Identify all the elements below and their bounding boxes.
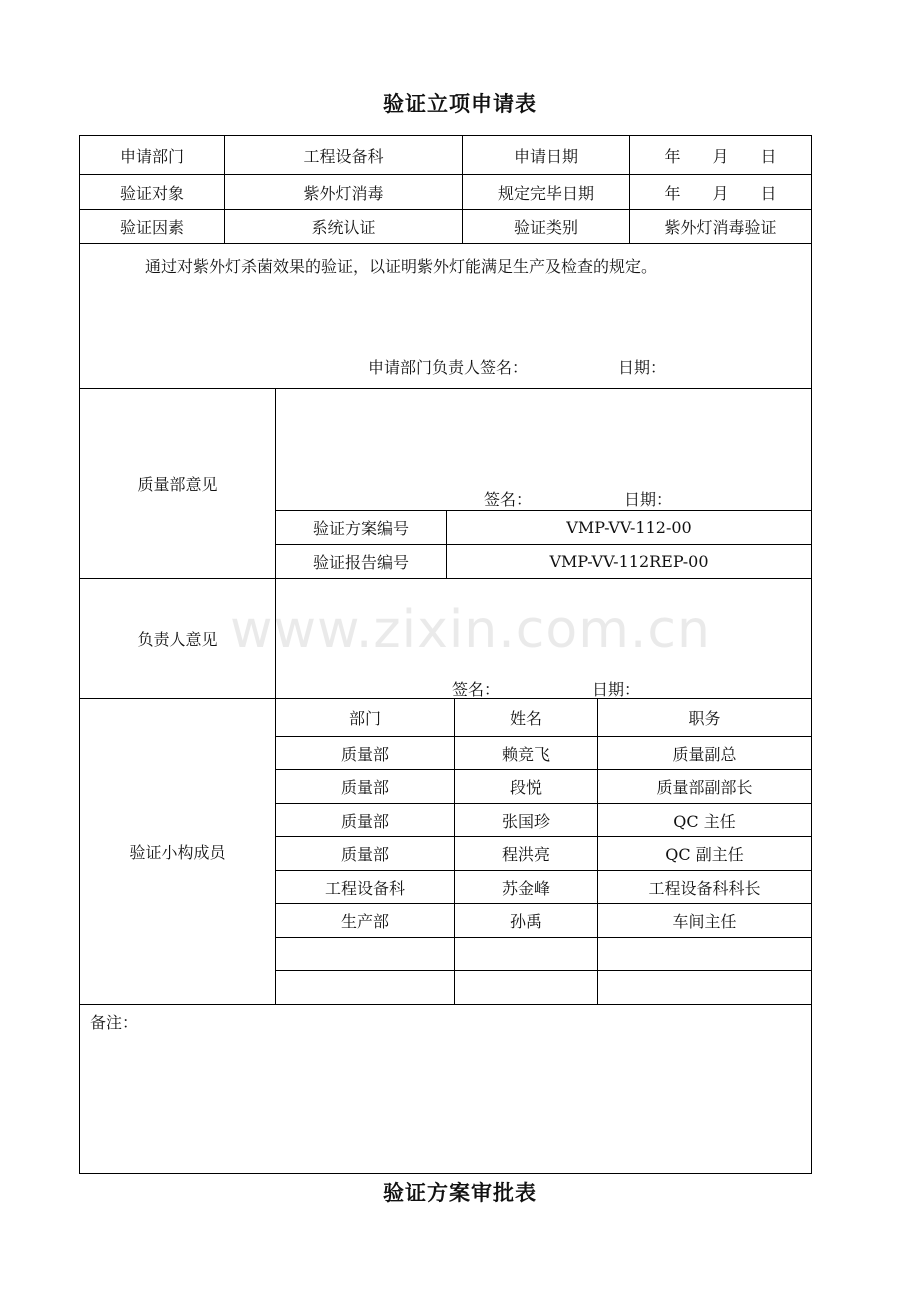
header-label-department: 申请部门 [119, 146, 184, 166]
team-cell-position: 质量副总 [672, 744, 737, 764]
report-number-label: 验证报告编号 [312, 553, 409, 572]
team-cell-position: QC 主任 [673, 811, 736, 831]
section-divider [80, 1004, 811, 1005]
header-value-factor: 系统认证 [311, 218, 376, 237]
team-cell-empty [276, 938, 454, 970]
header-value-department: 工程设备科 [303, 146, 384, 166]
header-label-due-date: 规定完毕日期 [497, 183, 594, 203]
next-form-title: 验证方案审批表 [383, 1181, 537, 1205]
team-cell-department: 质量部 [340, 811, 389, 831]
header-value-apply-date: 年 月 日 [664, 146, 777, 166]
team-cell-name: 孙禹 [509, 912, 542, 931]
remarks-label: 备注： [90, 1013, 139, 1032]
header-value-due-date: 年 月 日 [664, 183, 777, 203]
row-divider [80, 243, 811, 244]
team-cell-empty [276, 971, 454, 1004]
team-cell-department: 生产部 [340, 912, 389, 931]
team-cell-empty [598, 971, 811, 1004]
team-cell-position: 工程设备科科长 [648, 878, 761, 898]
team-cell-name: 程洪亮 [501, 845, 550, 864]
application-form [79, 135, 812, 1174]
team-cell-department: 质量部 [340, 778, 389, 797]
purpose-text: 通过对紫外灯杀菌效果的验证，以证明紫外灯能满足生产及检查的规定。 [145, 257, 658, 276]
team-cell-name: 张国珍 [501, 811, 550, 831]
header-value-category: 紫外灯消毒验证 [664, 218, 777, 237]
form-title: 验证立项申请表 [383, 92, 537, 116]
plan-number-label: 验证方案编号 [312, 519, 409, 538]
team-cell-position: 车间主任 [672, 912, 737, 931]
quality-sign-label: 签名： [484, 490, 533, 509]
report-number-value: VMP-VV-112REP-00 [549, 552, 709, 571]
applicant-date-label: 日期： [618, 358, 667, 377]
quality-date-label: 日期： [624, 490, 673, 509]
team-header-department: 部门 [348, 709, 381, 728]
leader-opinion-label: 负责人意见 [137, 630, 218, 649]
team-cell-name: 赖竞飞 [501, 744, 550, 764]
team-label: 验证小构成员 [129, 843, 226, 862]
team-header-name: 姓名 [509, 709, 542, 728]
team-cell-position: QC 副主任 [665, 845, 744, 864]
watermark: www.zixin.com.cn [230, 600, 711, 660]
header-label-apply-date: 申请日期 [513, 146, 578, 166]
header-label-object: 验证对象 [119, 183, 184, 203]
team-cell-department: 工程设备科 [324, 878, 405, 898]
applicant-sign-label: 申请部门负责人签名： [368, 358, 529, 377]
header-label-factor: 验证因素 [119, 218, 184, 237]
team-header-position: 职务 [688, 709, 721, 728]
leader-sign-label: 签名： [452, 680, 501, 699]
team-cell-empty [598, 938, 811, 970]
leader-date-label: 日期： [592, 680, 641, 699]
header-label-category: 验证类别 [513, 218, 578, 237]
team-cell-empty [455, 971, 597, 1004]
header-value-object: 紫外灯消毒 [303, 183, 384, 203]
team-cell-name: 段悦 [509, 778, 542, 797]
team-cell-empty [455, 938, 597, 970]
team-cell-department: 质量部 [340, 744, 389, 764]
team-cell-department: 质量部 [340, 845, 389, 864]
quality-opinion-label: 质量部意见 [137, 475, 218, 494]
plan-number-value: VMP-VV-112-00 [566, 518, 692, 537]
team-cell-position: 质量部副部长 [656, 778, 753, 797]
team-cell-name: 苏金峰 [501, 878, 550, 898]
